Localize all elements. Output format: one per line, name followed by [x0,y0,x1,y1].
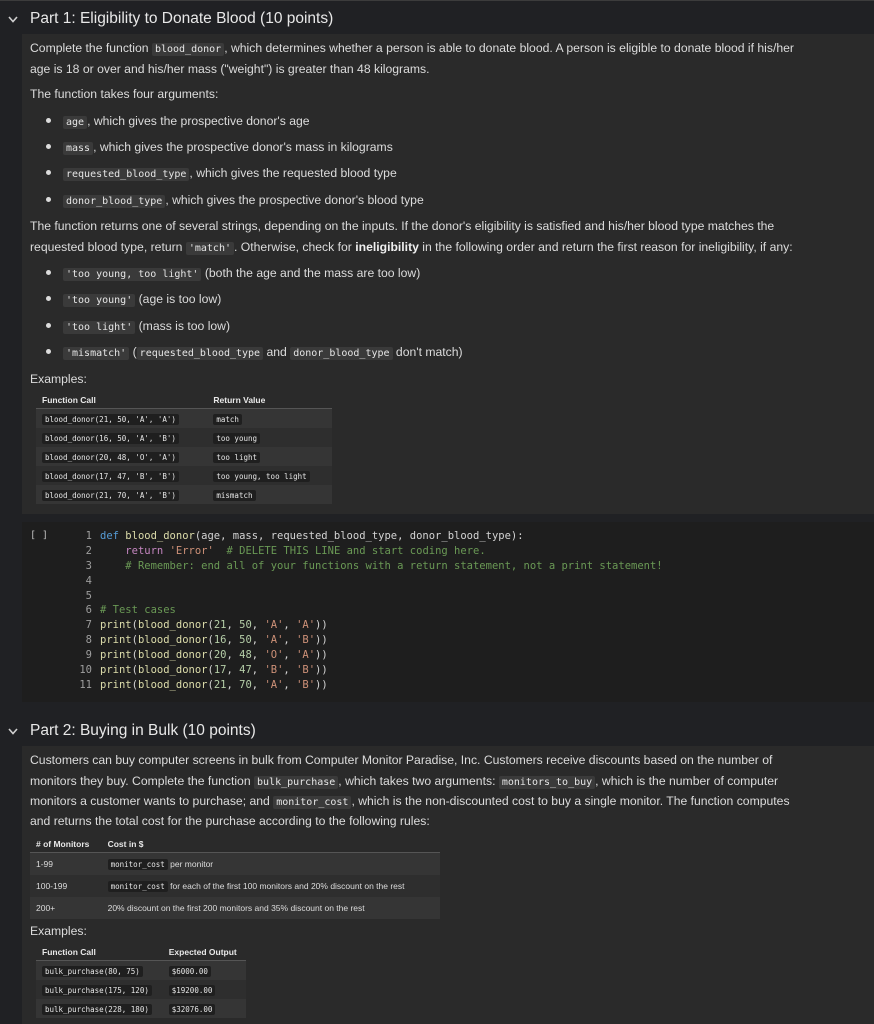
list-item: age , which gives the prospective donor's age [46,111,310,133]
code-editor[interactable]: 1 def blood_donor(age, mass, requested_blood_type, donor_blood_type): 2 return 'Error' # DELETE THIS LINE and start coding here. 3 # Remember: end all of your functions with a return statement, not a print statement! 4 5 6 # Test cases 7 print(blood_donor(21, 50, 'A', 'A')) 8 print(blood_donor(16, 50, 'A', 'B')) 9 print(blood_donor(20, 48, 'O', 'A')) 10 print(blood_donor(17, 47, 'B', 'B')) 11 print(blood_donor(21, 70, 'A', 'B')) [68,530,663,694]
markdown-cell-part1[interactable] [22,34,874,514]
table-row: blood_donor(20, 48, 'O', 'A') too light [36,447,332,466]
line-number: 4 [85,574,92,587]
list-item: 'too young' (age is too low) [46,289,221,311]
table-row: bulk_purchase(80, 75) $6000.00 [36,961,246,981]
paragraph: Customers can buy computer screens in bulk from Computer Monitor Paradise, Inc. Customers receive discounts based on the number of [30,753,773,767]
line-number: 7 [85,619,92,632]
chevron-down-icon[interactable] [6,12,20,26]
table-header: Function Call [36,392,207,409]
line-number: 5 [85,589,92,602]
table-row: blood_donor(17, 47, 'B', 'B') too young, too light [36,466,332,485]
list-item: 'mismatch' ( requested_blood_type and donor_blood_type don't match) [46,342,463,364]
top-divider [0,0,874,1]
table-row: bulk_purchase(228, 180) $32076.00 [36,999,246,1018]
intro-text-2: age is 18 or over and his/her mass ("weight") is greater than 48 kilograms. [30,62,430,76]
line-number: 2 [85,544,92,557]
table-row: blood_donor(21, 50, 'A', 'A') match [36,409,332,429]
table-header: Return Value [207,392,332,409]
table-row: blood_donor(21, 70, 'A', 'B') mismatch [36,485,332,504]
line-number: 9 [85,649,92,662]
table-row: bulk_purchase(175, 120) $19200.00 [36,980,246,999]
code-cell[interactable] [22,522,874,702]
list-item: 'too young, too light' (both the age and the mass are too low) [46,263,420,285]
table-header: Expected Output [163,944,246,961]
list-item: requested_blood_type , which gives the requested blood type [46,163,397,185]
markdown-cell-part2[interactable] [22,746,874,1024]
intro-text: Complete the function blood_donor , which determines whether a person is able to donate blood. A person is eligible to donate blood if his/her [30,41,794,55]
table-header: # of Monitors [30,836,102,853]
table-row: blood_donor(16, 50, 'A', 'B') too young [36,428,332,447]
paragraph: monitors they buy. Complete the function bulk_purchase , which takes two arguments: monitors_to_buy , which is the number of computer [30,774,779,788]
section-header-part1[interactable] [0,6,333,32]
list-item: 'too light' (mass is too low) [46,316,230,338]
table-header: Cost in $ [102,836,440,853]
section-title: Part 2: Buying in Bulk (10 points) [30,722,256,739]
table-row: 200+ 20% discount on the first 200 monitors and 35% discount on the rest [30,897,440,919]
returns-text: The function returns one of several strings, depending on the inputs. If the donor's eligibility is satisfied and his/her blood type matches the [30,219,775,233]
line-number: 10 [79,664,92,677]
examples-table [36,392,332,504]
rules-table [30,836,440,919]
line-number: 8 [85,634,92,647]
table-row: 100-199 monitor_cost for each of the first 100 monitors and 20% discount on the rest [30,875,440,897]
table-header: Function Call [36,944,163,961]
examples-label: Examples: [30,372,87,386]
line-number: 11 [79,678,92,691]
run-button[interactable]: [ ] [30,530,49,541]
args-intro: The function takes four arguments: [30,87,219,101]
section-title: Part 1: Eligibility to Donate Blood (10 points) [30,10,334,27]
paragraph: monitors a customer wants to purchase; and monitor_cost , which is the non-discounted cost to buy a single monitor. The function computes [30,794,790,808]
section-header-part2[interactable] [0,718,256,744]
list-item: donor_blood_type , which gives the prospective donor's blood type [46,190,424,212]
examples-label: Examples: [30,924,87,938]
table-row: 1-99 monitor_cost per monitor [30,853,440,876]
line-number: 3 [85,559,92,572]
list-item: mass , which gives the prospective donor's mass in kilograms [46,137,393,159]
examples-table [36,944,246,1018]
chevron-down-icon[interactable] [6,724,20,738]
returns-text-2: requested blood type, return 'match' . Otherwise, check for ineligibility in the following order and return the first reason for ineligibility, if any: [30,240,793,254]
paragraph: and returns the total cost for the purchase according to the following rules: [30,814,430,828]
line-number: 6 [85,604,92,617]
line-number: 1 [85,530,92,542]
